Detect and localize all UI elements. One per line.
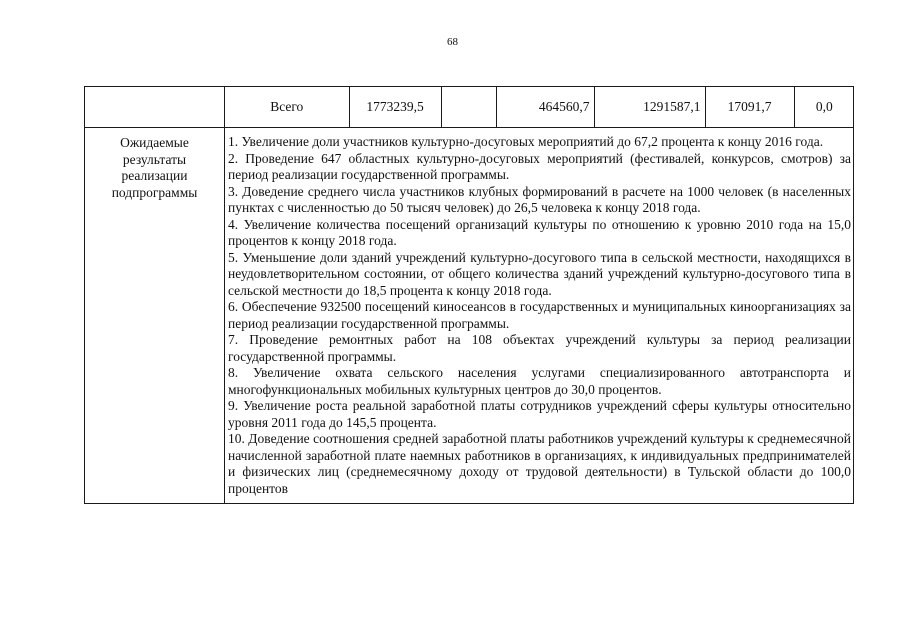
- result-item: 8. Увеличение охвата сельского населения услугами специализированного автотранспорта и многофункциональных мобильных культурных центров до 30,0 процентов.: [228, 365, 851, 397]
- page-number: 68: [447, 36, 458, 48]
- results-label-line: подпрограммы: [111, 184, 198, 200]
- totals-label: Всего: [270, 99, 304, 114]
- totals-row: [85, 87, 854, 128]
- results-row: [85, 128, 854, 504]
- result-item: 7. Проведение ремонтных работ на 108 объектах учреждений культуры за период реализации государственной программы.: [228, 332, 851, 364]
- totals-inner-table: [225, 87, 854, 127]
- result-item: 10. Доведение соотношения средней заработной платы работников учреждений культуры к среднемесячной начисленной заработной плате наемных работников в организациях, к индивидуальных предпринимателей и физических лиц (среднемесячному доходу от трудовой деятельности) в Тульской области до 100,0 процентов: [228, 431, 851, 496]
- totals-value: 464560,7: [496, 87, 594, 127]
- totals-value: 1773239,5: [349, 87, 441, 127]
- results-label-line: Ожидаемые: [120, 135, 189, 150]
- totals-values-cell: [225, 87, 854, 128]
- results-label-cell: [85, 128, 225, 504]
- result-item: 3. Доведение среднего числа участников клубных формирований в расчете на 1000 человек (в населенных пунктах с численностью до 50 тысяч человек) до 26,5 человека к концу 2018 года.: [228, 183, 851, 215]
- totals-value: 1291587,1: [594, 87, 705, 127]
- result-item: 9. Увеличение роста реальной заработной платы сотрудников учреждений сферы культуры относительно уровня 2011 года до 145,5 процента.: [228, 398, 851, 430]
- result-item: 2. Проведение 647 областных культурно-досуговых мероприятий (фестивалей, конкурсов, смотров) за период реализации государственной программы.: [228, 150, 851, 182]
- totals-value: [441, 87, 496, 127]
- result-item: 1. Увеличение доли участников культурно-досуговых мероприятий до 67,2 процента к концу 2016 года.: [228, 134, 824, 149]
- totals-value: 0,0: [794, 87, 854, 127]
- totals-value: 17091,7: [705, 87, 794, 127]
- result-item: 4. Увеличение количества посещений организаций культуры по отношению к уровню 2010 года на 15,0 процентов к концу 2018 года.: [228, 216, 851, 248]
- result-item: 5. Уменьшение доли зданий учреждений культурно-досугового типа в сельской местности, находящихся в неудовлетворительном состоянии, от общего количества зданий учреждений культурно-досугового типа в сельской местности до 18,5 процента к концу 2018 года.: [228, 249, 851, 298]
- program-table: [84, 86, 854, 504]
- totals-empty-cell: [85, 87, 225, 128]
- results-label-line: реализации: [121, 168, 188, 183]
- results-label-line: результаты: [122, 151, 187, 167]
- result-item: 6. Обеспечение 932500 посещений киносеансов в государственных и муниципальных киноорганизациях за период реализации государственной программы.: [228, 299, 851, 331]
- results-list-cell: [225, 128, 854, 504]
